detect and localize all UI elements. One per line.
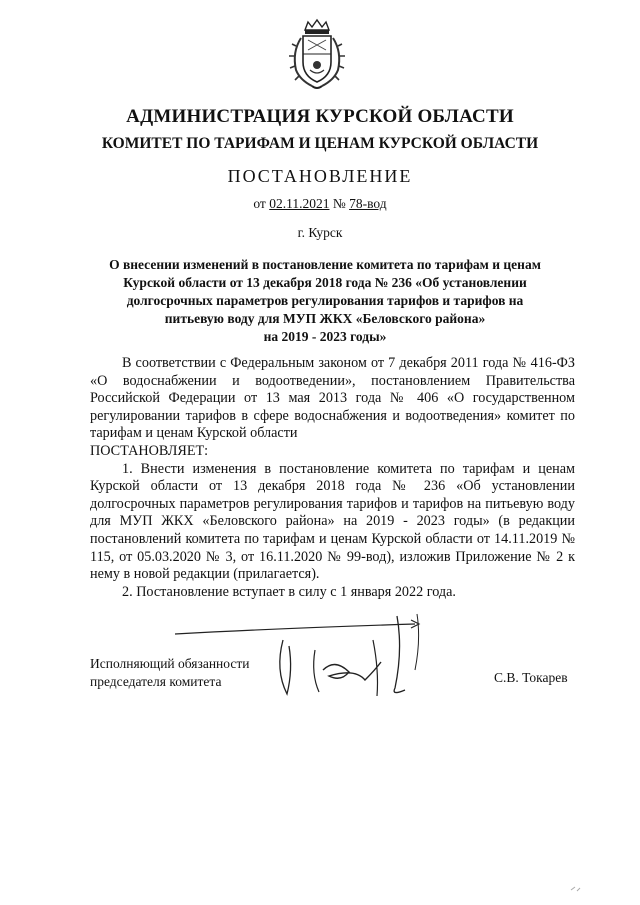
document-body	[90, 355, 575, 601]
preamble-paragraph: В соответствии с Федеральным законом от 7 декабря 2011 года № 416-ФЗ «О водоснабжении и водоотведении», постановлением Правительства Российской Федерации от 13 мая 2013 года № 406 «О государственном регулировании тарифов в сфере водоснабжения и водоотведения» комитет по тарифам и ценам Курской области	[90, 355, 575, 442]
signatory-name: С.В. Токарев	[494, 670, 568, 685]
subject-line: Курской области от 13 декабря 2018 года № 236 «Об установлении	[123, 275, 527, 290]
committee-title: КОМИТЕТ ПО ТАРИФАМ И ЦЕНАМ КУРСКОЙ ОБЛАСТИ	[101, 135, 539, 152]
item-2: 2. Постановление вступает в силу с 1 января 2022 года.	[122, 583, 456, 600]
coat-of-arms-icon	[286, 18, 348, 92]
position-line: Исполняющий обязанности	[90, 656, 250, 671]
subject-line: О внесении изменений в постановление комитета по тарифам и ценам	[109, 257, 541, 272]
subject-line: долгосрочных параметров регулирования тарифов и тарифов на	[126, 293, 524, 308]
number-sign: №	[332, 196, 346, 211]
organization-title: АДМИНИСТРАЦИЯ КУРСКОЙ ОБЛАСТИ	[126, 106, 514, 127]
document-subject	[80, 256, 570, 346]
date-prefix: от	[253, 196, 266, 211]
date-number-line	[60, 196, 580, 212]
decree-word: ПОСТАНОВЛЯЕТ:	[90, 442, 209, 459]
city: г. Курск	[297, 225, 343, 240]
document-type: ПОСТАНОВЛЕНИЕ	[227, 166, 413, 186]
document-number: 78-вод	[349, 196, 387, 211]
subject-line: питьевую воду для МУП ЖКХ «Беловского района»	[164, 311, 486, 326]
subject-line: на 2019 - 2023 годы»	[263, 329, 387, 344]
scan-mark	[568, 878, 584, 894]
document-date: 02.11.2021	[269, 196, 330, 211]
position-line: председателя комитета	[90, 674, 222, 689]
item-1: 1. Внести изменения в постановление комитета по тарифам и ценам Курской области от 13 декабря 2018 года № 236 «Об установлении долгосрочных параметров регулирования тарифов и тарифов на питьевую воду для МУП ЖКХ «Беловского района» на 2019 - 2023 годы» (в редакции постановлений комитета по тарифам и ценам Курской области от 14.11.2019 № 115, от 05.03.2020 № 3, от 16.11.2020 № 99-вод), изложив Приложение № 2 к нему в новой редакции (прилагается).	[90, 460, 575, 583]
signatory-position	[90, 655, 249, 691]
